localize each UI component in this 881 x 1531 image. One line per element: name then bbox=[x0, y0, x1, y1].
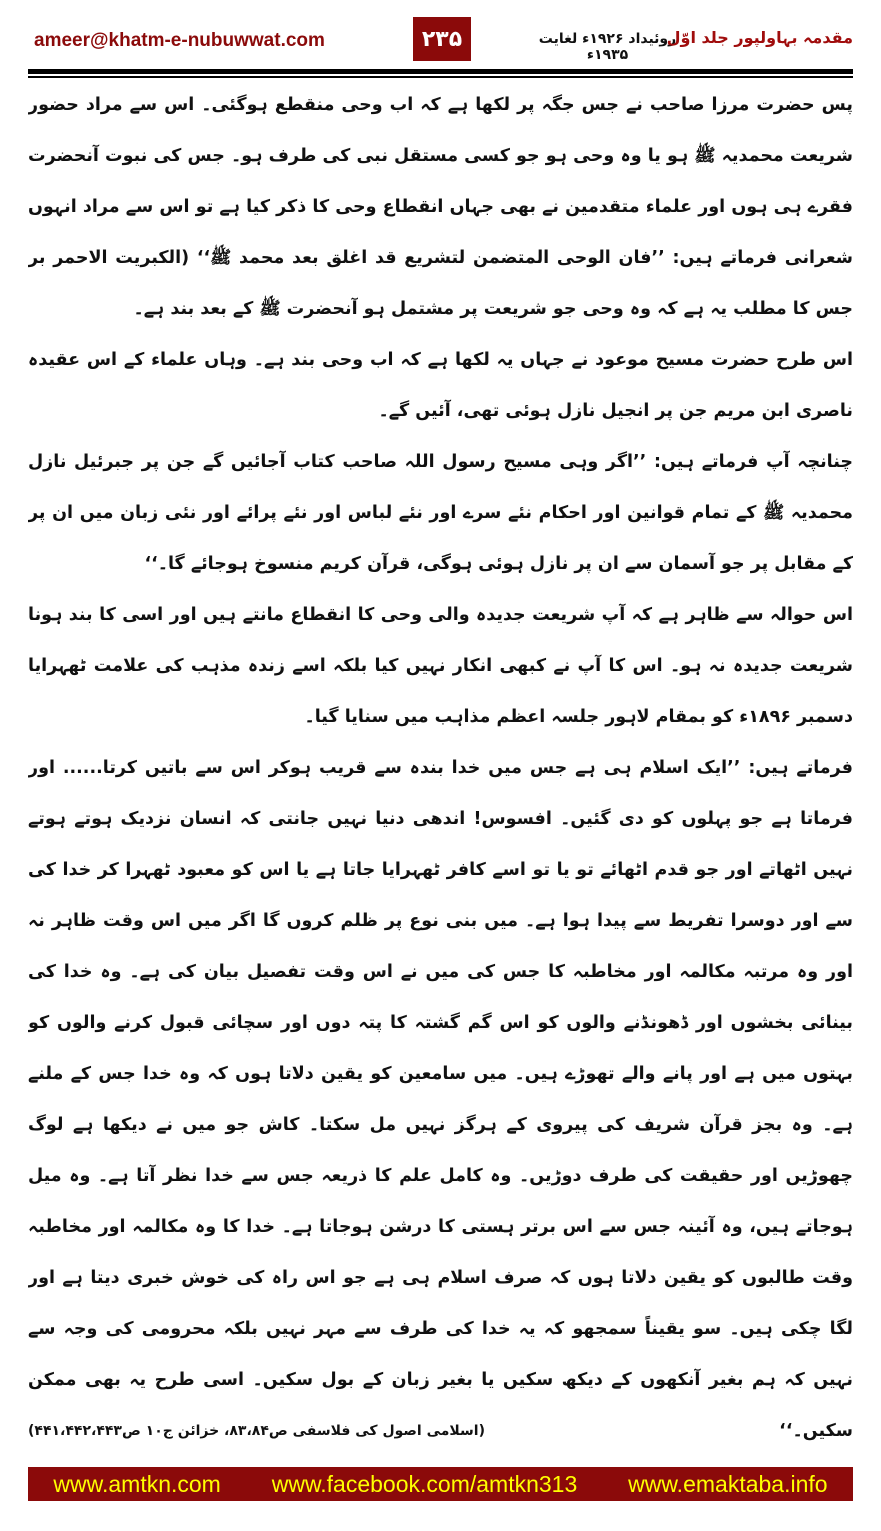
text-line: فرماتا ہے جو پہلوں کو دی گئیں۔ افسوس! اندھی دنیا نہیں جانتی کہ انسان نزدیک ہوتے ہوتے bbox=[28, 809, 853, 829]
text-line: ہے۔ وہ بجز قرآن شریف کی پیروی کے ہرگز نہیں مل سکتا۔ کاش جو میں نے دیکھا ہے لوگ bbox=[28, 1115, 853, 1135]
header-divider-thick bbox=[28, 69, 853, 74]
page-number: ۲۳۵ bbox=[413, 17, 471, 61]
citation: (اسلامی اصول کی فلاسفی ص۸۳،۸۴، خزائن ج۱۰ ص۴۴۱،۴۴۲،۴۴۳) bbox=[28, 1423, 485, 1439]
text-line-final bbox=[28, 1406, 853, 1457]
header-divider-thin bbox=[28, 76, 853, 78]
text-line: بہتوں میں ہے اور پانے والے تھوڑے ہیں۔ میں سامعین کو یقین دلاتا ہوں کہ وہ خدا جس کے ملنے bbox=[28, 1064, 853, 1084]
header-date-range: روئیداد ۱۹۲۶ء لغایت ۱۹۳۵ء bbox=[538, 31, 677, 63]
page-header bbox=[0, 0, 881, 80]
final-line-text: سکیں۔‘‘ bbox=[779, 1421, 853, 1441]
text-line: سے اور دوسرا تفریط سے پیدا ہوا ہے۔ میں بنی نوع پر ظلم کروں گا اگر میں اس وقت ظاہر نہ bbox=[28, 911, 853, 931]
text-line: اور وہ مرتبہ مکالمہ اور مخاطبہ کا جس کی میں نے اس وقت تفصیل بیان کی ہے۔ وہ خدا کی bbox=[28, 962, 853, 982]
text-line: نہیں اٹھاتے اور جو قدم اٹھائے تو یا تو اسے کافر ٹھہرایا جاتا ہے یا اس کو معبود ٹھہرا کر خدا کی bbox=[28, 860, 853, 880]
text-line: چھوڑیں اور حقیقت کی طرف دوڑیں۔ وہ کامل علم کا ذریعہ جس سے خدا نظر آتا ہے۔ وہ میل bbox=[28, 1166, 853, 1186]
text-line: کے مقابل پر جو آسمان سے ان پر نازل ہوئی ہوگی، قرآن کریم منسوخ ہوجائے گا۔‘‘ bbox=[144, 554, 853, 574]
text-line: جس کا مطلب یہ ہے کہ وہ وحی جو شریعت پر مشتمل ہو آنحضرت ﷺ کے بعد بند ہے۔ bbox=[133, 299, 853, 319]
text-line: اس طرح حضرت مسیح موعود نے جہاں یہ لکھا ہے کہ اب وحی بند ہے۔ وہاں علماء کے اس عقیدہ bbox=[28, 350, 853, 370]
header-book-title: مقدمہ بہاولپور جلد اوّل bbox=[666, 28, 853, 47]
text-line: چنانچہ آپ فرماتے ہیں: ’’اگر وہی مسیح رسول اللہ صاحب کتاب آجائیں گے جن پر جبرئیل نازل bbox=[28, 452, 853, 472]
text-line: محمدیہ ﷺ کے تمام قوانین اور احکام نئے سرے اور نئے لباس اور نئے پرائے اور نئی زبان میں ان پر bbox=[28, 503, 853, 523]
text-line: ناصری ابن مریم جن پر انجیل نازل ہوئی تھی، آئیں گے۔ bbox=[378, 401, 853, 421]
footer-banner bbox=[28, 1467, 853, 1501]
text-line: فقرے ہی ہوں اور علماء متقدمین نے بھی جہاں انقطاع وحی کا ذکر کیا ہے تو اس سے مراد انہوں bbox=[28, 197, 853, 217]
text-line: فرماتے ہیں: ’’ایک اسلام ہی ہے جس میں خدا بندہ سے قریب ہوکر اس سے باتیں کرتا...... اور bbox=[28, 758, 853, 778]
text-line: شریعت محمدیہ ﷺ ہو یا وہ وحی ہو جو کسی مستقل نبی کی طرف ہو۔ جس کی نبوت آنحضرت bbox=[28, 146, 853, 166]
text-line: شریعت جدیدہ نہ ہو۔ اس کا آپ نے کبھی انکار نہیں کیا بلکہ اسے زندہ مذہب کی علامت ٹھہرایا bbox=[28, 656, 853, 676]
footer-link-facebook[interactable]: www.facebook.com/amtkn313 bbox=[271, 1470, 578, 1497]
text-line: ہوجاتے ہیں، وہ آئینہ جس سے اس برتر ہستی کا درشن ہوجاتا ہے۔ خدا کا وہ مکالمہ اور مخاطبہ bbox=[28, 1217, 853, 1237]
text-line: شعرانی فرماتے ہیں: ’’فان الوحی المتضمن لتشریع قد اغلق بعد محمد ﷺ‘‘ (الکبریت الاحمر بر bbox=[28, 248, 853, 268]
footer-link-amtkn[interactable]: www.amtkn.com bbox=[53, 1470, 221, 1497]
footer-link-emaktaba[interactable]: www.emaktaba.info bbox=[628, 1470, 828, 1497]
text-line: لگا چکی ہیں۔ سو یقیناً سمجھو کہ یہ خدا کی طرف سے مہر نہیں بلکہ محرومی کی وجہ سے bbox=[28, 1319, 853, 1339]
header-email[interactable]: ameer@khatm-e-nubuwwat.com bbox=[34, 30, 325, 51]
text-line: پس حضرت مرزا صاحب نے جس جگہ پر لکھا ہے کہ اب وحی منقطع ہوگئی۔ اس سے مراد حضور bbox=[28, 95, 853, 115]
document-body bbox=[28, 80, 853, 1457]
text-line: نہیں کہ ہم بغیر آنکھوں کے دیکھ سکیں یا بغیر زبان کے بول سکیں۔ اسی طرح یہ بھی ممکن bbox=[28, 1370, 853, 1390]
text-line: بینائی بخشوں اور ڈھونڈنے والوں کو اس گم گشتہ کا پتہ دوں اور سچائی قبول کرنے والوں کو bbox=[28, 1013, 853, 1033]
text-line: اس حوالہ سے ظاہر ہے کہ آپ شریعت جدیدہ والی وحی کا انقطاع مانتے ہیں اور اسی کا بند ہونا bbox=[28, 605, 853, 625]
text-line: وقت طالبوں کو یقین دلاتا ہوں کہ صرف اسلام ہی ہے جو اس راہ کی خوش خبری دیتا ہے اور bbox=[28, 1268, 853, 1288]
text-line: دسمبر ۱۸۹۶ء کو بمقام لاہور جلسہ اعظم مذاہب میں سنایا گیا۔ bbox=[304, 707, 853, 727]
